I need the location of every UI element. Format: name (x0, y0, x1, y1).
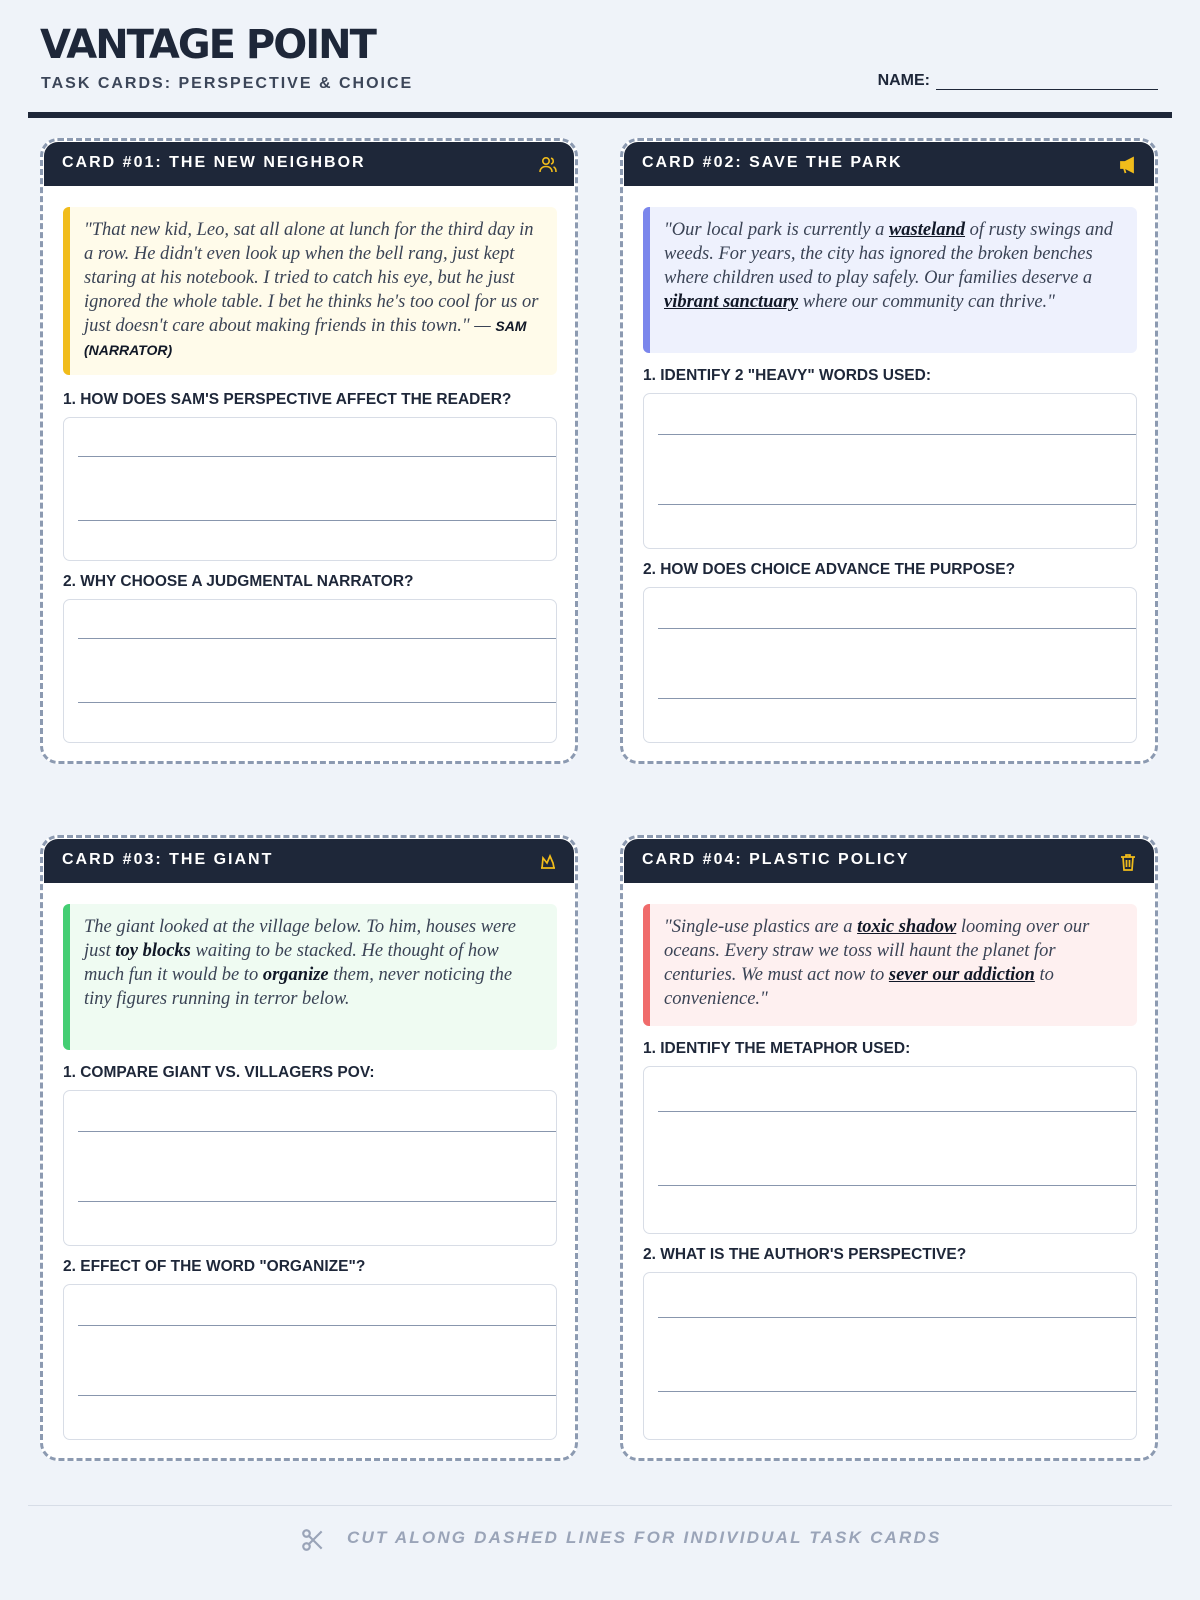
worksheet-header (28, 0, 1172, 118)
crown-icon (538, 852, 558, 872)
answer-box-2[interactable] (63, 599, 557, 743)
megaphone-icon (1118, 155, 1138, 175)
page-title: VANTAGE POINT (40, 22, 375, 68)
answer-box-1[interactable] (643, 393, 1137, 549)
card-title: CARD #04: PLASTIC POLICY (642, 851, 910, 868)
card-header (624, 142, 1154, 186)
highlight-word: sever our addiction (888, 965, 1035, 985)
question-1: 1. IDENTIFY 2 "HEAVY" WORDS USED: (643, 367, 931, 384)
passage-quote: "Single-use plastics are a toxic shadow looming over our oceans. Every straw we toss will haunt the planet for centuries. We must act now to sever our addiction to convenience." (643, 904, 1137, 1026)
card-title: CARD #02: SAVE THE PARK (642, 154, 903, 171)
card-title: CARD #03: THE GIANT (62, 851, 274, 868)
question-1: 1. HOW DOES SAM'S PERSPECTIVE AFFECT THE READER? (63, 391, 512, 408)
question-2: 2. EFFECT OF THE WORD "ORGANIZE"? (63, 1258, 366, 1275)
name-label: NAME: (877, 72, 930, 89)
question-1: 1. IDENTIFY THE METAPHOR USED: (643, 1040, 911, 1057)
page-subtitle: TASK CARDS: PERSPECTIVE & CHOICE (41, 75, 414, 92)
answer-box-2[interactable] (643, 587, 1137, 743)
highlight-word: toy blocks (115, 941, 191, 961)
answer-box-1[interactable] (63, 1090, 557, 1246)
card-title: CARD #01: THE NEW NEIGHBOR (62, 154, 366, 171)
highlight-word: vibrant sanctuary (664, 292, 799, 312)
question-1: 1. COMPARE GIANT VS. VILLAGERS POV: (63, 1064, 375, 1081)
highlight-word: toxic shadow (857, 917, 957, 937)
name-input-line[interactable] (936, 74, 1158, 90)
passage-quote: "Our local park is currently a wasteland of rusty swings and weeds. For years, the city has ignored the broken benches where children used to play safely. Our families deserve a vibrant sanctuary where our community can thrive." (643, 207, 1137, 353)
trash-icon (1118, 852, 1138, 872)
passage-quote: "That new kid, Leo, sat all alone at lunch for the third day in a row. He didn't even look up when the bell rang, just kept staring at his notebook. I tried to catch his eye, but he just ignored the whole table. I bet he thinks he's too cool for us or just doesn't care about making friends in this town." — SAM (NARRATOR) (63, 207, 557, 375)
name-field[interactable] (878, 72, 1158, 90)
passage-quote: The giant looked at the village below. To him, houses were just toy blocks waiting to be stacked. He thought of how much fun it would be to organize them, never noticing the tiny figures running in terror below. (63, 904, 557, 1050)
answer-box-1[interactable] (63, 417, 557, 561)
task-card-03 (40, 835, 578, 1461)
question-2: 2. HOW DOES CHOICE ADVANCE THE PURPOSE? (643, 561, 1016, 578)
answer-box-2[interactable] (63, 1284, 557, 1440)
question-2: 2. WHY CHOOSE A JUDGMENTAL NARRATOR? (63, 573, 414, 590)
highlight-word: wasteland (888, 220, 966, 240)
footer-instruction: CUT ALONG DASHED LINES FOR INDIVIDUAL TASK CARDS (347, 1528, 942, 1547)
answer-box-2[interactable] (643, 1272, 1137, 1440)
scissors-icon (300, 1527, 326, 1553)
footer-divider (28, 1505, 1172, 1506)
users-icon (538, 155, 558, 175)
question-2: 2. WHAT IS THE AUTHOR'S PERSPECTIVE? (643, 1246, 967, 1263)
card-header (44, 142, 574, 186)
highlight-word: organize (262, 965, 329, 985)
task-card-01 (40, 138, 578, 764)
answer-box-1[interactable] (643, 1066, 1137, 1234)
card-header (624, 839, 1154, 883)
task-card-02 (620, 138, 1158, 764)
task-card-04 (620, 835, 1158, 1461)
passage-attribution: SAM (NARRATOR) (84, 318, 527, 358)
card-header (44, 839, 574, 883)
